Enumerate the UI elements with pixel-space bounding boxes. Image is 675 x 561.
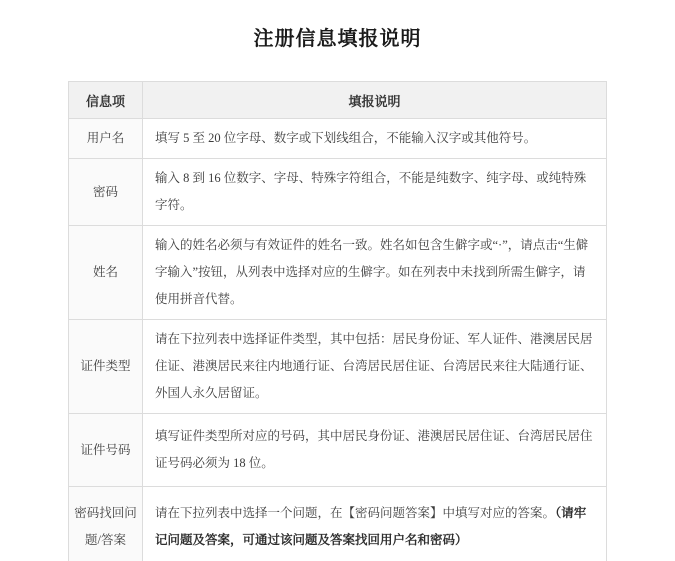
header-cell-item: 信息项: [69, 82, 143, 119]
table-row-username: [69, 119, 607, 159]
row-description: [143, 226, 607, 320]
header-cell-description: 填报说明: [143, 82, 607, 119]
table-row-id-type: [69, 320, 607, 414]
row-description-text: 请在下拉列表中选择证件类型，其中包括：居民身份证、军人证件、港澳居民居住证、港澳居民来往内地通行证、台湾居民居住证、台湾居民来往大陆通行证、外国人永久居留证。: [155, 332, 593, 400]
table-row-security-question: [69, 487, 607, 561]
table-row-id-number: [69, 414, 607, 487]
page-title: 注册信息填报说明: [253, 28, 422, 50]
row-label: 用户名: [69, 119, 143, 159]
row-label: 姓名: [69, 226, 143, 320]
row-description-text: 填写证件类型所对应的号码，其中居民身份证、港澳居民居住证、台湾居民居住证号码必须为 18 位。: [155, 429, 593, 470]
registration-info-table: [68, 81, 607, 561]
row-description-text: 请在下拉列表中选择一个问题，在【密码问题答案】中填写对应的答案。: [155, 505, 556, 520]
row-description: [143, 487, 607, 561]
row-description: [143, 159, 607, 226]
row-description-note: （请牢记问题及答案，可通过该问题及答案找回用户名和密码）: [155, 505, 587, 547]
row-description: [143, 320, 607, 414]
row-label: 证件类型: [69, 320, 143, 414]
row-description-text: 输入的姓名必须与有效证件的姓名一致。姓名如包含生僻字或“·”，请点击“生僻字输入”按钮，从列表中选择对应的生僻字。如在列表中未找到所需生僻字，请使用拼音代替。: [155, 238, 589, 306]
table-row-password: [69, 159, 607, 226]
row-label: 密码: [69, 159, 143, 226]
row-description-text: 填写 5 至 20 位字母、数字或下划线组合，不能输入汉字或其他符号。: [155, 131, 537, 145]
row-label: 密码找回问题/答案: [69, 487, 143, 561]
row-description-text: 输入 8 到 16 位数字、字母、特殊字符组合，不能是纯数字、纯字母、或纯特殊字符。: [155, 171, 587, 212]
row-description: [143, 414, 607, 487]
table-header-row: [69, 82, 607, 119]
table-row-name: [69, 226, 607, 320]
row-label: 证件号码: [69, 414, 143, 487]
row-description: [143, 119, 607, 159]
